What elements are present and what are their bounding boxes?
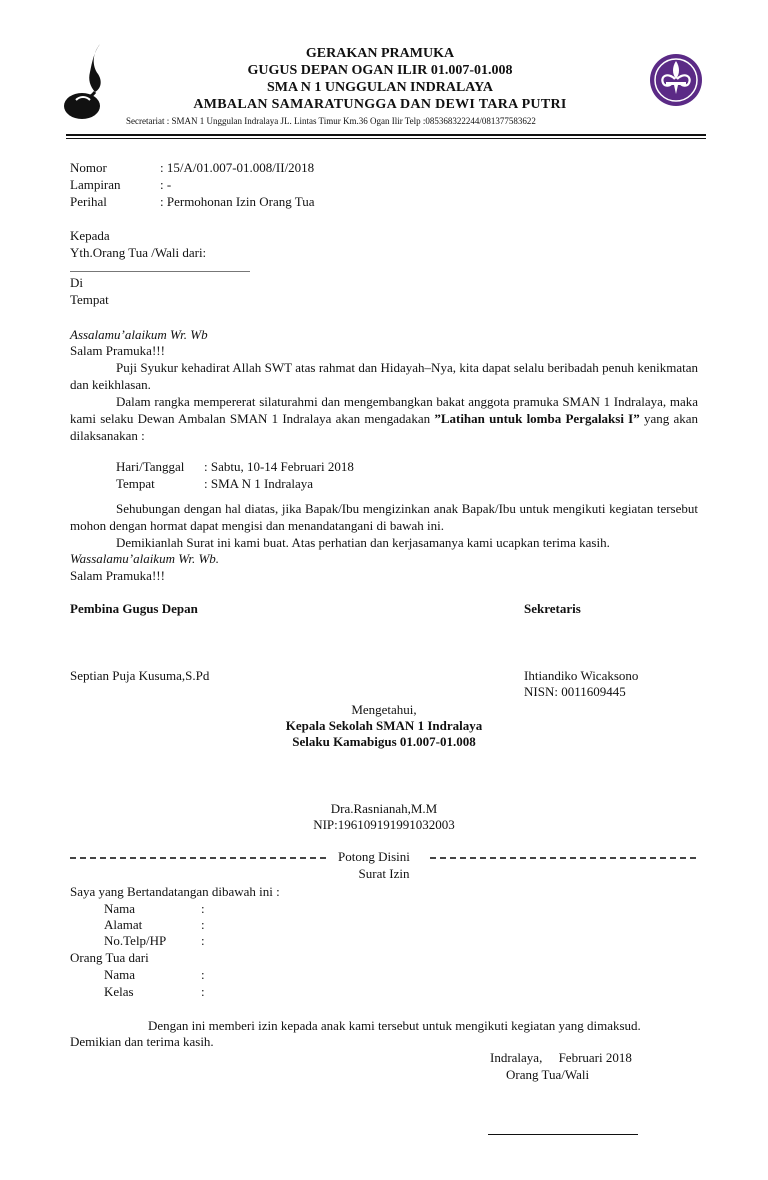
cut-line-left xyxy=(70,857,326,859)
kelas-label: Kelas xyxy=(104,984,134,999)
kepsek-name: Dra.Rasnianah,M.M xyxy=(330,801,438,816)
ortu-label: Orang Tua dari xyxy=(70,950,149,965)
pembina-name: Septian Puja Kusuma,S.Pd xyxy=(70,668,210,683)
place-date: Indralaya, Februari 2018 xyxy=(490,1050,632,1065)
tunas-kelapa-logo xyxy=(62,40,112,122)
salam-pramuka-closing: Salam Pramuka!!! xyxy=(70,568,165,583)
kepsek-nip: NIP:196109191991032003 xyxy=(313,817,455,832)
alamat-colon: : xyxy=(201,917,205,932)
header-rule-thick xyxy=(66,134,706,136)
nama-label: Nama xyxy=(104,901,136,916)
salam-pramuka-opening: Salam Pramuka!!! xyxy=(70,343,165,358)
hari-value: : Sabtu, 10-14 Februari 2018 xyxy=(204,459,354,474)
paragraph-3: Sehubungan dengan hal diatas, jika Bapak/Ibu mengizinkan anak Bapak/Ibu untuk mengikuti kegiatan tersebut mohon dengan hormat dapat mengisi dan menandatangani di bawah ini. xyxy=(70,501,698,533)
kepsek-title-2: Selaku Kamabigus 01.007-01.008 xyxy=(292,734,476,749)
paragraph-2 xyxy=(70,393,698,444)
paragraph-2-end: yang akan dilaksanakan : xyxy=(70,411,698,443)
perihal-value: : Permohonan Izin Orang Tua xyxy=(160,194,315,209)
wosm-emblem-logo xyxy=(648,52,704,108)
kelas-colon: : xyxy=(201,984,205,999)
hari-label: Hari/Tanggal xyxy=(116,459,185,474)
telp-label: No.Telp/HP xyxy=(104,933,167,948)
yth-ortu: Yth.Orang Tua /Wali dari: xyxy=(70,245,207,260)
lampiran-label: Lampiran xyxy=(70,177,121,192)
ortu-wali: Orang Tua/Wali xyxy=(506,1067,590,1082)
nama-colon: : xyxy=(201,901,205,916)
perihal-label: Perihal xyxy=(70,194,107,209)
kepada: Kepada xyxy=(70,228,110,243)
tempat-label: Tempat xyxy=(116,476,155,491)
nama2-colon: : xyxy=(201,967,205,982)
school-name: SMA N 1 UNGGULAN INDRALAYA xyxy=(266,80,494,95)
form-intro: Saya yang Bertandatangan dibawah ini : xyxy=(70,884,280,899)
gugus-depan: GUGUS DEPAN OGAN ILIR 01.007-01.008 xyxy=(247,63,513,78)
telp-colon: : xyxy=(201,933,205,948)
closing-2: Demikian dan terima kasih. xyxy=(70,1034,214,1049)
cut-line-right xyxy=(430,857,696,859)
nomor-label: Nomor xyxy=(70,160,107,175)
paragraph-4: Demikianlah Surat ini kami buat. Atas perhatian dan kerjasamanya kami ucapkan terima kasih. xyxy=(116,535,610,550)
header-rule-thin xyxy=(66,138,706,139)
signature-line xyxy=(488,1134,638,1135)
lampiran-value: : - xyxy=(160,177,172,192)
sekretaris-title: Sekretaris xyxy=(524,601,581,616)
alamat-label: Alamat xyxy=(104,917,143,932)
event-name: ”Latihan untuk lomba Pergalaksi I” xyxy=(434,411,640,426)
salam-closing: Wassalamu’alaikum Wr. Wb. xyxy=(70,551,220,566)
org-name: GERAKAN PRAMUKA xyxy=(305,46,455,61)
secretariat-address: Secretariat : SMAN 1 Unggulan Indralaya JL. Lintas Timur Km.36 Ogan Ilir Telp :085368322244/081377583622 xyxy=(126,116,536,126)
nama2-label: Nama xyxy=(104,967,136,982)
paragraph-1: Puji Syukur kehadirat Allah SWT atas rahmat dan Hidayah–Nya, kita dapat selalu beribadah penuh kenikmatan dan keikhlasan. xyxy=(70,360,698,392)
sekretaris-name: Ihtiandiko Wicaksono xyxy=(524,668,639,683)
closing-1: Dengan ini memberi izin kepada anak kami tersebut untuk mengikuti kegiatan yang dimaksud. xyxy=(148,1018,641,1033)
potong-disini: Potong Disini xyxy=(338,849,410,864)
sekretaris-nisn: NISN: 0011609445 xyxy=(524,684,626,699)
nomor-value: : 15/A/01.007-01.008/II/2018 xyxy=(160,160,315,175)
salam-opening: Assalamu’alaikum Wr. Wb xyxy=(70,327,208,342)
tempat-value: : SMA N 1 Indralaya xyxy=(204,476,314,491)
surat-izin-title: Surat Izin xyxy=(358,866,410,881)
di: Di xyxy=(70,275,83,290)
mengetahui: Mengetahui, xyxy=(351,702,417,717)
ambalan-name: AMBALAN SAMARATUNGGA DAN DEWI TARA PUTRI xyxy=(193,97,567,112)
paragraph-2-start: Dalam rangka mempererat silaturahmi dan mengembangkan bakat anggota pramuka SMAN 1 Indralaya, maka kami selaku Dewan Ambalan SMAN 1 Indralaya akan mengadakan xyxy=(70,394,698,426)
kepsek-title-1: Kepala Sekolah SMAN 1 Indralaya xyxy=(285,718,483,733)
addressee-blank-line xyxy=(70,271,250,272)
pembina-title: Pembina Gugus Depan xyxy=(70,601,198,616)
tempat: Tempat xyxy=(70,292,109,307)
